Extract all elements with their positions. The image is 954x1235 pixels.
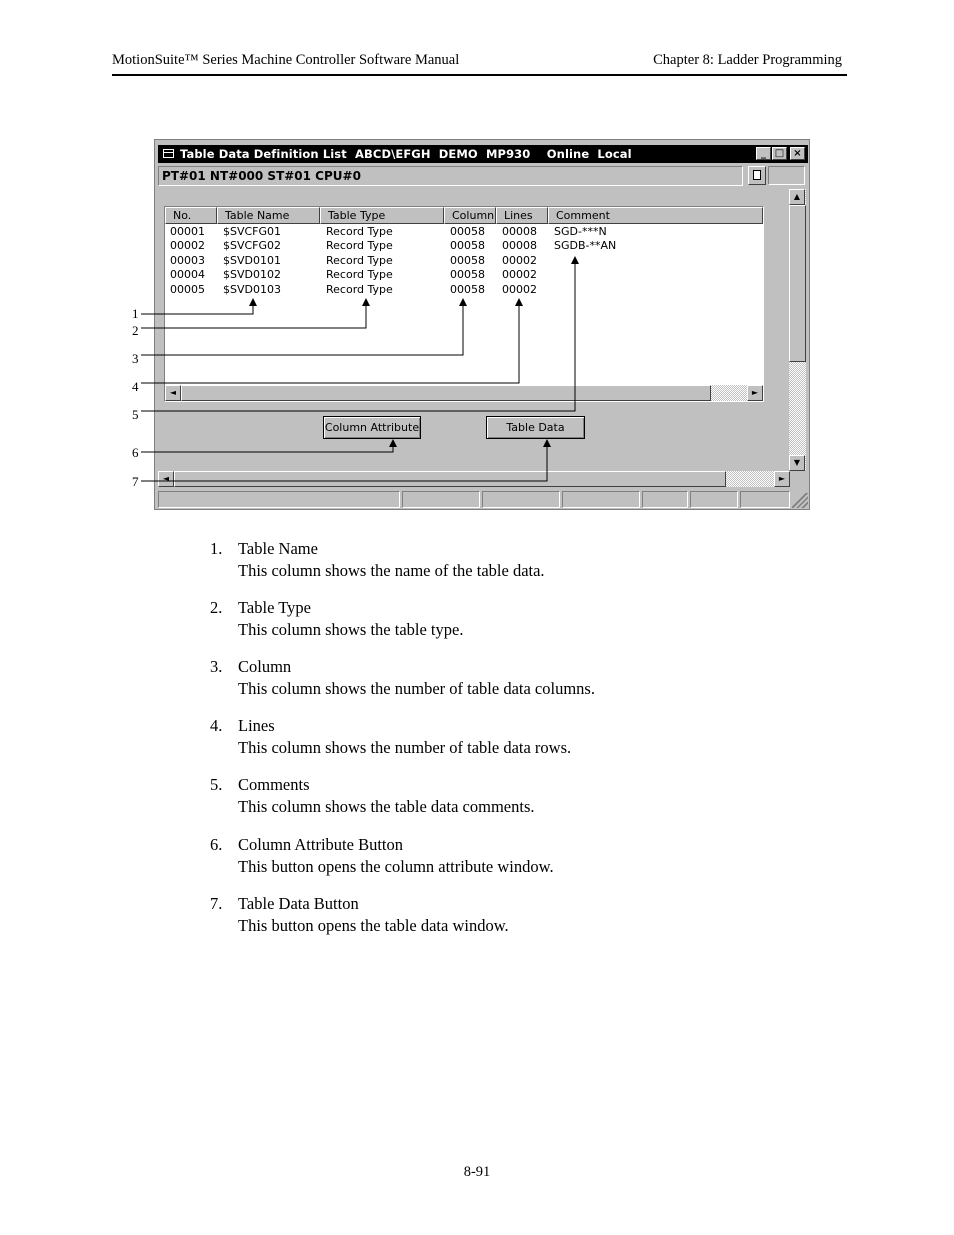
window-horizontal-scrollbar[interactable] bbox=[158, 471, 790, 487]
row-no: 00002 bbox=[170, 239, 205, 252]
item-number: 2. bbox=[210, 598, 223, 617]
item-number: 5. bbox=[210, 775, 223, 794]
list-scroll-thumb[interactable] bbox=[181, 385, 711, 401]
table-list bbox=[164, 206, 764, 402]
row-table-type: Record Type bbox=[326, 268, 393, 281]
item-number: 6. bbox=[210, 835, 223, 854]
item-title: Column Attribute Button bbox=[238, 835, 404, 854]
row-comment: SGD-***N bbox=[554, 225, 607, 238]
row-lines: 00008 bbox=[502, 239, 537, 252]
item-title: Table Data Button bbox=[238, 894, 359, 913]
callout-number-3: 3 bbox=[132, 351, 139, 366]
row-column: 00058 bbox=[450, 254, 485, 267]
item-body: This column shows the number of table data rows. bbox=[238, 738, 572, 757]
callout-number-2: 2 bbox=[132, 323, 139, 338]
item-title: Table Name bbox=[238, 539, 318, 558]
close-button[interactable]: × bbox=[790, 147, 805, 160]
column-header-comment[interactable]: Comment bbox=[548, 207, 763, 224]
window-title: Table Data Definition List ABCD\EFGH DEMO MP930 Online Local bbox=[180, 147, 632, 161]
table-row[interactable] bbox=[165, 268, 763, 282]
item-title: Table Type bbox=[238, 598, 311, 617]
row-table-type: Record Type bbox=[326, 254, 393, 267]
item-body: This button opens the column attribute window. bbox=[238, 857, 554, 876]
item-title: Lines bbox=[238, 716, 275, 735]
table-row[interactable] bbox=[165, 225, 763, 239]
list-horizontal-scrollbar[interactable] bbox=[165, 385, 763, 401]
row-lines: 00002 bbox=[502, 254, 537, 267]
item-number: 3. bbox=[210, 657, 223, 676]
document-icon[interactable] bbox=[748, 166, 766, 185]
row-table-type: Record Type bbox=[326, 283, 393, 296]
maximize-button[interactable]: □ bbox=[772, 147, 787, 160]
row-table-name: $SVCFG01 bbox=[223, 225, 282, 238]
row-table-name: $SVCFG02 bbox=[223, 239, 282, 252]
scroll-up-arrow-icon[interactable]: ▲ bbox=[789, 189, 805, 205]
row-table-name: $SVD0102 bbox=[223, 268, 281, 281]
window-hscroll-thumb[interactable] bbox=[174, 471, 726, 487]
minimize-button[interactable]: _ bbox=[756, 147, 771, 160]
scroll-left-arrow-icon[interactable]: ◄ bbox=[158, 471, 174, 487]
item-body: This column shows the number of table data columns. bbox=[238, 679, 595, 698]
table-data-button[interactable]: Table Data bbox=[486, 416, 585, 439]
item-body: This column shows the table data comments. bbox=[238, 797, 535, 816]
table-row[interactable] bbox=[165, 283, 763, 297]
row-no: 00004 bbox=[170, 268, 205, 281]
item-body: This column shows the name of the table data. bbox=[238, 561, 545, 580]
cpu-path-field: PT#01 NT#000 ST#01 CPU#0 bbox=[158, 166, 743, 186]
manual-title: MotionSuite™ Series Machine Controller Software Manual bbox=[112, 52, 460, 68]
row-no: 00003 bbox=[170, 254, 205, 267]
item-body: This button opens the table data window. bbox=[238, 916, 509, 935]
column-header-table-type[interactable]: Table Type bbox=[320, 207, 444, 224]
callout-number-7: 7 bbox=[132, 474, 139, 489]
chapter-title: Chapter 8: Ladder Programming bbox=[653, 52, 842, 68]
column-attribute-button[interactable]: Column Attribute bbox=[323, 416, 421, 439]
callout-number-5: 5 bbox=[132, 407, 139, 422]
header-rule bbox=[112, 74, 847, 76]
row-table-type: Record Type bbox=[326, 239, 393, 252]
table-row[interactable] bbox=[165, 254, 763, 268]
row-table-type: Record Type bbox=[326, 225, 393, 238]
scroll-left-arrow-icon[interactable]: ◄ bbox=[165, 385, 181, 401]
row-table-name: $SVD0103 bbox=[223, 283, 281, 296]
item-body: This column shows the table type. bbox=[238, 620, 464, 639]
column-header-lines[interactable]: Lines bbox=[496, 207, 548, 224]
scroll-right-arrow-icon[interactable]: ► bbox=[774, 471, 790, 487]
column-header-no[interactable]: No. bbox=[165, 207, 217, 224]
item-number: 4. bbox=[210, 716, 223, 735]
table-data-definition-window bbox=[154, 139, 810, 510]
table-row[interactable] bbox=[165, 239, 763, 253]
window-icon bbox=[163, 149, 174, 158]
page-number: 8-91 bbox=[463, 1164, 491, 1180]
column-header-column[interactable]: Column bbox=[444, 207, 496, 224]
callout-number-6: 6 bbox=[132, 445, 139, 460]
row-column: 00058 bbox=[450, 239, 485, 252]
column-headers bbox=[165, 207, 763, 224]
item-number: 1. bbox=[210, 539, 223, 558]
scroll-right-arrow-icon[interactable]: ► bbox=[747, 385, 763, 401]
item-title: Comments bbox=[238, 775, 310, 794]
row-lines: 00008 bbox=[502, 225, 537, 238]
path-extra-field bbox=[768, 166, 805, 185]
window-titlebar bbox=[158, 145, 808, 163]
callout-number-1: 1 bbox=[132, 306, 139, 321]
window-vertical-scrollbar[interactable] bbox=[789, 189, 806, 471]
row-lines: 00002 bbox=[502, 283, 537, 296]
row-lines: 00002 bbox=[502, 268, 537, 281]
row-comment: SGDB-**AN bbox=[554, 239, 617, 252]
item-title: Column bbox=[238, 657, 292, 676]
row-column: 00058 bbox=[450, 225, 485, 238]
scroll-down-arrow-icon[interactable]: ▼ bbox=[789, 455, 805, 471]
callout-number-4: 4 bbox=[132, 379, 139, 394]
row-column: 00058 bbox=[450, 268, 485, 281]
status-bar bbox=[158, 491, 790, 508]
resize-grip-icon[interactable] bbox=[792, 493, 808, 508]
row-column: 00058 bbox=[450, 283, 485, 296]
row-no: 00005 bbox=[170, 283, 205, 296]
row-table-name: $SVD0101 bbox=[223, 254, 281, 267]
window-vscroll-thumb[interactable] bbox=[789, 205, 806, 362]
row-no: 00001 bbox=[170, 225, 205, 238]
column-header-table-name[interactable]: Table Name bbox=[217, 207, 320, 224]
item-number: 7. bbox=[210, 894, 223, 913]
